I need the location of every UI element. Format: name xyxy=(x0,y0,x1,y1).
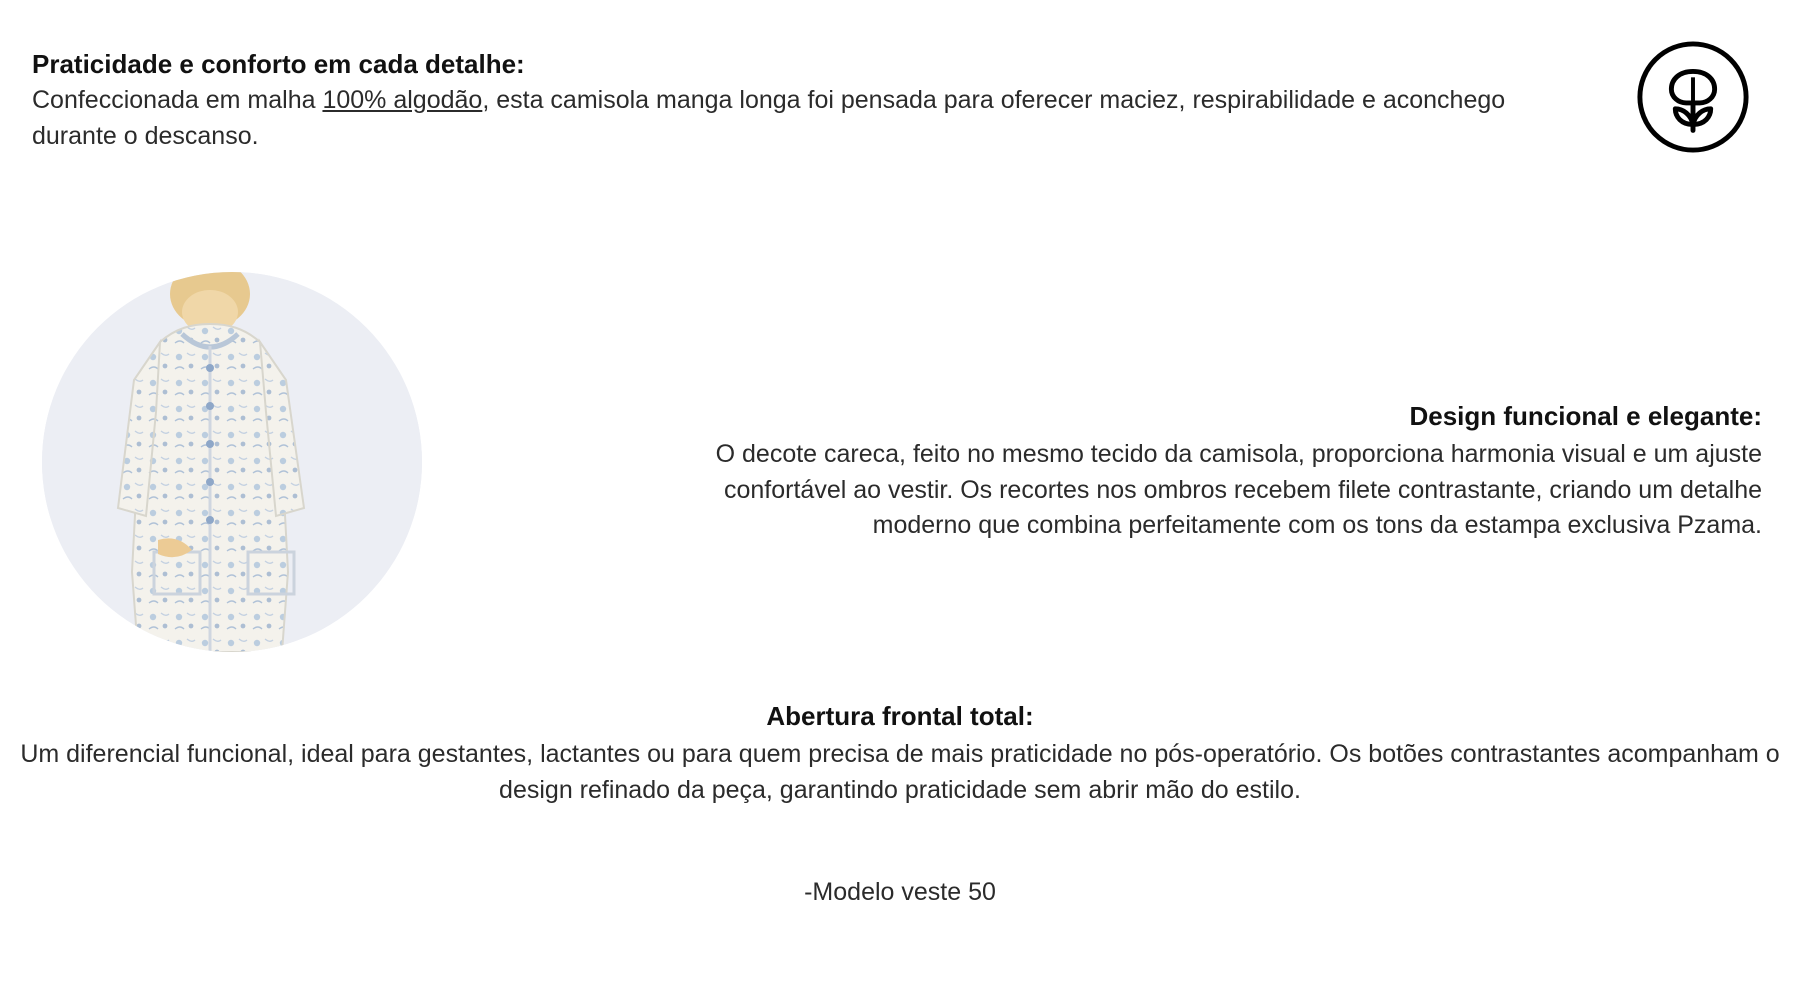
model-size-note: -Modelo veste 50 xyxy=(804,878,996,906)
opening-heading: Abertura frontal total: xyxy=(766,701,1034,731)
intro-heading: Praticidade e conforto em cada detalhe: xyxy=(32,49,525,79)
intro-text-before: Confeccionada em malha xyxy=(32,86,323,115)
intro-highlight: 100% algodão xyxy=(322,86,483,115)
opening-paragraph: Um diferencial funcional, ideal para gestantes, lactantes ou para quem precisa de mais praticidade no pós-operatório. Os botões contrastantes acompanham o design refinado da peça, garantindo praticidade sem abrir mão do estilo. xyxy=(20,740,1780,804)
intro-text-after: , esta camisola manga longa foi pensada para oferecer maciez, respirabilidade e aconchego durante o descanso. xyxy=(32,86,1506,150)
cotton-flower-icon xyxy=(1634,38,1752,156)
opening-block xyxy=(0,700,1800,808)
intro-block xyxy=(32,48,1512,154)
design-block xyxy=(642,400,1762,544)
intro-paragraph xyxy=(32,83,1512,154)
design-heading: Design funcional e elegante: xyxy=(1409,401,1762,431)
product-photo-nightgown xyxy=(42,272,422,652)
design-paragraph: O decote careca, feito no mesmo tecido da camisola, proporciona harmonia visual e um ajuste confortável ao vestir. Os recortes nos ombros recebem filete contrastante, criando um detalhe moderno que combina perfeitamente com os tons da estampa exclusiva Pzama. xyxy=(715,440,1762,540)
